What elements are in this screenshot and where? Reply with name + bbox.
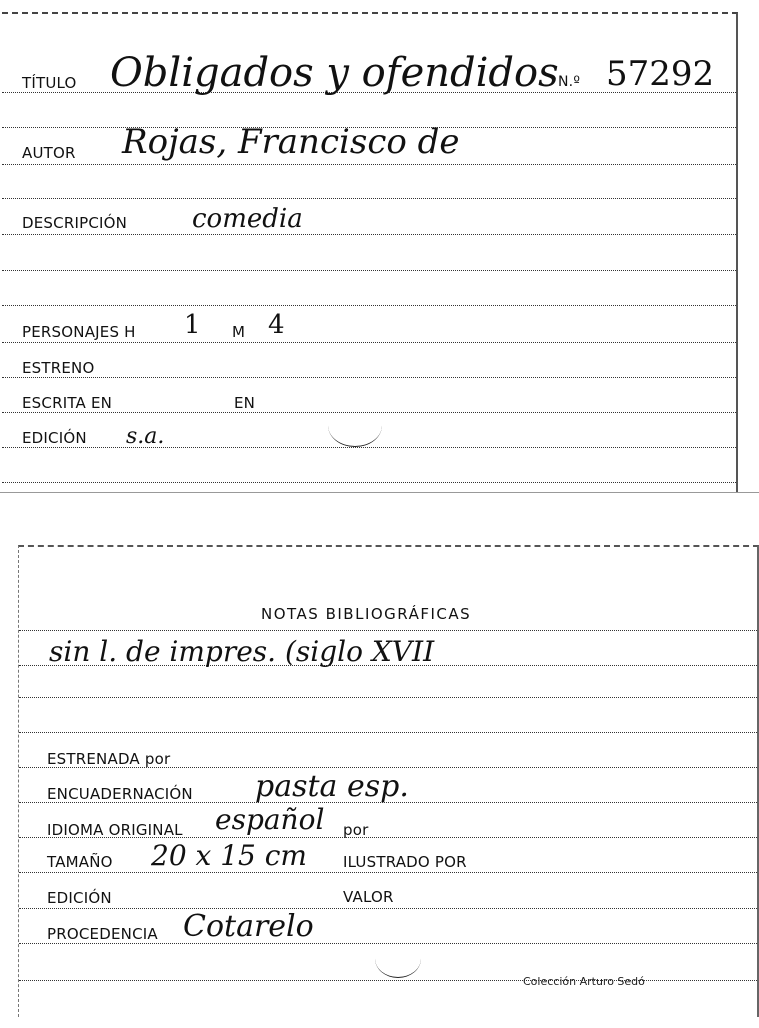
personajes-m-label: M: [232, 323, 246, 341]
idioma-por-label: por: [343, 821, 369, 839]
rule-line: [2, 377, 736, 378]
personajes-h-value: 1: [184, 310, 201, 340]
rule-line: [2, 305, 736, 306]
tamano-label: TAMAÑO: [47, 853, 113, 871]
idioma-label: IDIOMA ORIGINAL: [47, 821, 183, 839]
titulo-label: TÍTULO: [22, 74, 77, 92]
autor-label: AUTOR: [22, 144, 76, 162]
encuadernacion-handwritten: pasta esp.: [255, 769, 409, 804]
punch-hole-mark: [375, 939, 421, 978]
ilustrado-label: ILUSTRADO POR: [343, 853, 467, 871]
encuadernacion-label: ENCUADERNACIÓN: [47, 785, 193, 803]
descripcion-handwritten: comedia: [192, 204, 303, 234]
numero-handwritten: 57292: [606, 54, 715, 94]
procedencia-handwritten: Cotarelo: [183, 909, 314, 944]
rule-line: [2, 447, 736, 448]
estrenada-label: ESTRENADA por: [47, 750, 171, 768]
numero-label: N.º: [558, 74, 581, 90]
rule-line: [2, 342, 736, 343]
valor-label: VALOR: [343, 888, 394, 906]
estreno-label: ESTRENO: [22, 359, 95, 377]
idioma-handwritten: español: [215, 803, 325, 836]
catalog-card-front: [2, 12, 738, 492]
notas-handwritten: sin l. de impres. (siglo XVII: [49, 635, 435, 668]
edicion-label-back: EDICIÓN: [47, 889, 112, 907]
edicion-handwritten: s.a.: [126, 424, 165, 449]
titulo-handwritten: Obligados y ofendidos: [110, 50, 559, 96]
punch-hole-mark: [328, 404, 382, 447]
edicion-label: EDICIÓN: [22, 429, 87, 447]
notas-label: NOTAS BIBLIOGRÁFICAS: [261, 605, 472, 623]
rule-line: [2, 198, 736, 199]
rule-line: [2, 234, 736, 235]
rule-line: [19, 908, 757, 909]
rule-line: [19, 980, 757, 981]
rule-line: [2, 482, 736, 483]
rule-line: [19, 697, 757, 698]
autor-handwritten: Rojas, Francisco de: [122, 122, 460, 162]
personajes-m-value: 4: [268, 310, 285, 340]
catalog-card-back: [18, 545, 759, 1017]
rule-line: [19, 732, 757, 733]
tamano-handwritten: 20 x 15 cm: [151, 839, 307, 872]
descripcion-label: DESCRIPCIÓN: [22, 214, 128, 232]
coleccion-stamp: Colección Arturo Sedó: [523, 975, 645, 988]
escrita-label: ESCRITA EN: [22, 394, 113, 412]
rule-line: [19, 630, 757, 631]
procedencia-label: PROCEDENCIA: [47, 925, 158, 943]
personajes-label: PERSONAJES H: [22, 323, 136, 341]
card-separator: [0, 492, 759, 493]
rule-line: [2, 164, 736, 165]
escrita-en-label: EN: [234, 394, 256, 412]
rule-line: [19, 872, 757, 873]
rule-line: [2, 270, 736, 271]
